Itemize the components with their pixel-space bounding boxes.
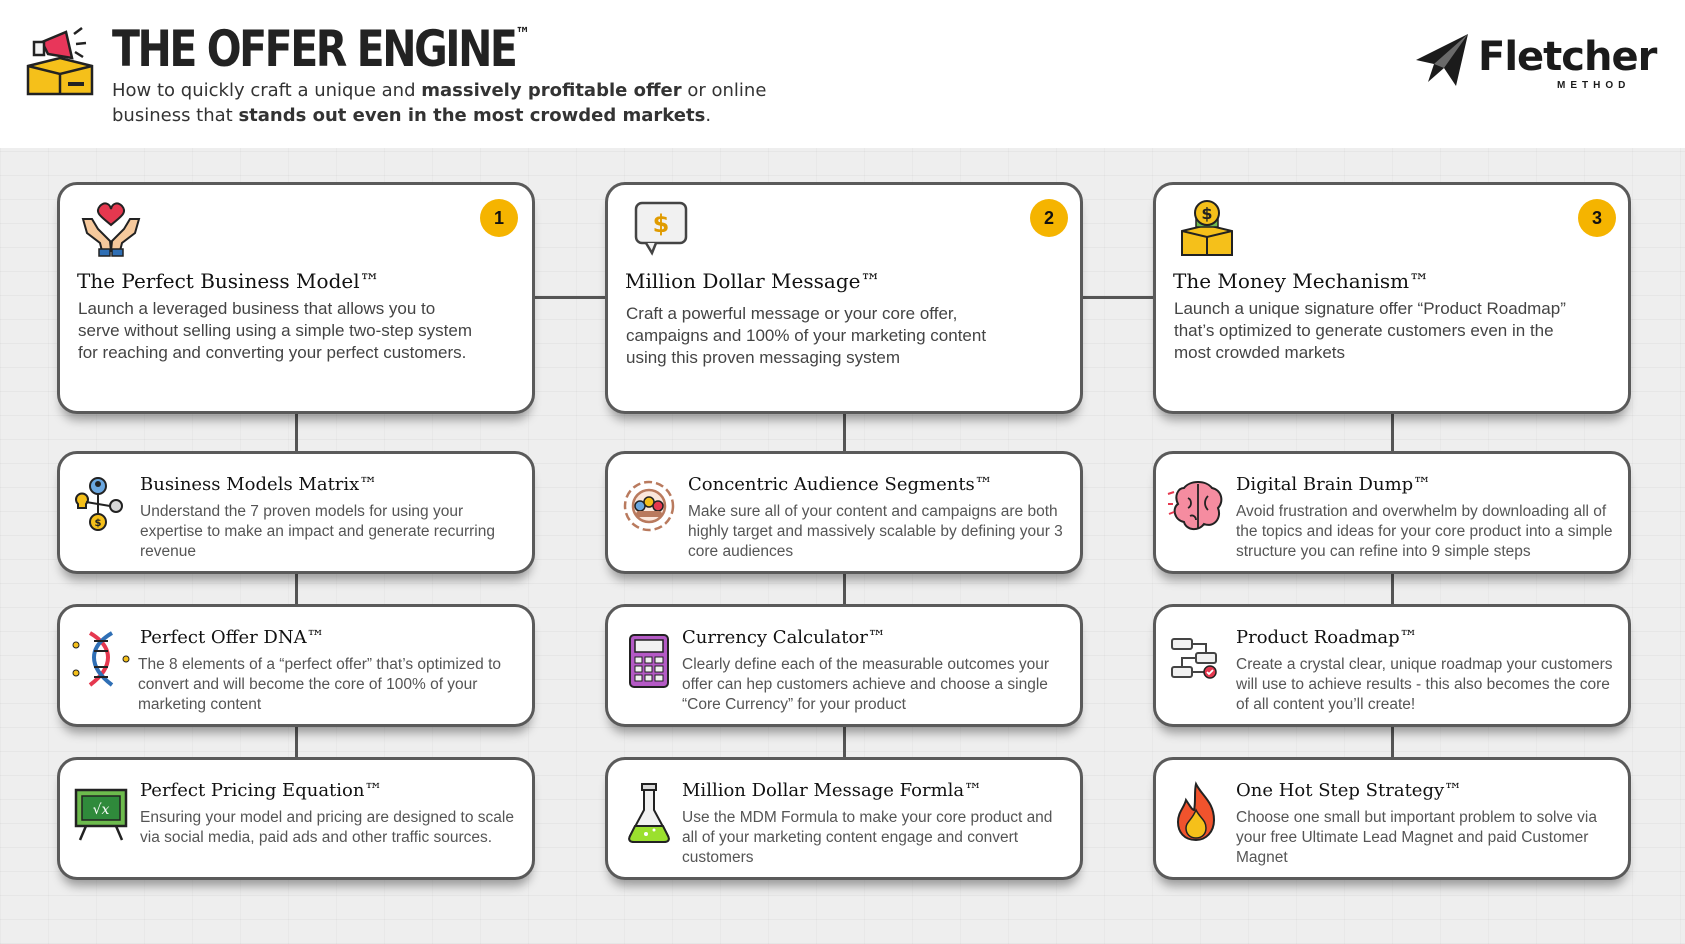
svg-text:$: $ (1201, 204, 1213, 223)
sub-card-title: Perfect Pricing Equation™ (140, 780, 383, 801)
main-card-2 (605, 182, 1083, 414)
sub-card-3-3 (1153, 757, 1631, 880)
main-card-description: Launch a leveraged business that allows you to serve without selling using a simple two-step system for reaching and converting your perfect customers. (78, 299, 472, 362)
money-box-icon (1176, 199, 1238, 257)
business-network-icon (70, 474, 132, 540)
svg-text:$: $ (94, 518, 102, 529)
sub-card-description: Use the MDM Formula to make your core product and all of your marketing content engage and convert customers (682, 809, 1053, 866)
sub-card-description: Create a crystal clear, unique roadmap your customers will use to achieve results - this also becomes the core of all content you’ll create! (1236, 656, 1613, 713)
page-title: THE OFFER ENGINE™ (112, 20, 531, 78)
sub-card-2-3 (605, 757, 1083, 880)
sub-card-title: One Hot Step Strategy™ (1236, 780, 1463, 801)
dollar-speech-bubble-icon (628, 199, 690, 257)
sub-card-title: Digital Brain Dump™ (1236, 474, 1432, 495)
dna-icon (70, 627, 132, 693)
sub-card-title: Million Dollar Message Formla™ (682, 780, 983, 801)
main-card-title: The Perfect Business Model™ (77, 269, 380, 293)
fire-icon (1166, 780, 1228, 846)
fletcher-logo: Fletcher METHOD (1412, 32, 1662, 92)
sub-card-description: Ensuring your model and pricing are designed to scale via social media, paid ads and other traffic sources. (140, 809, 514, 846)
sub-card-description: Make sure all of your content and campaigns are both highly target and massively scalable by defining your 3 core audiences (688, 503, 1063, 560)
sub-card-description: Avoid frustration and overwhelm by downloading all of the topics and ideas for your core product into a simple structure you can refine into 9 simple steps (1236, 503, 1613, 560)
main-card-description: Launch a unique signature offer “Product Roadmap” that’s optimized to generate customers even in the most crowded markets (1174, 299, 1566, 362)
sub-card-title: Currency Calculator™ (682, 627, 886, 648)
step-badge-1: 1 (480, 199, 518, 237)
svg-text:$: $ (652, 210, 670, 238)
sub-card-description: Clearly define each of the measurable outcomes your offer can hep customers achieve and choose a single “Core Currency” for your product (682, 656, 1050, 713)
sub-card-2-1 (605, 451, 1083, 574)
sub-card-title: Product Roadmap™ (1236, 627, 1418, 648)
megaphone-box-icon (22, 24, 98, 100)
sub-card-1-2 (57, 604, 535, 727)
main-card-title: The Money Mechanism™ (1173, 269, 1430, 293)
step-badge-2: 2 (1030, 199, 1068, 237)
sub-card-description: Choose one small but important problem to solve via your free Ultimate Lead Magnet and paid Customer Magnet (1236, 809, 1597, 866)
main-card-title: Million Dollar Message™ (625, 269, 881, 293)
main-card-1 (57, 182, 535, 414)
sub-card-title: Business Models Matrix™ (140, 474, 378, 495)
main-card-3 (1153, 182, 1631, 414)
sub-card-title: Perfect Offer DNA™ (140, 627, 325, 648)
page-subtitle: How to quickly craft a unique and massively profitable offer or online business that stands out even in the most crowded markets. (112, 80, 767, 126)
target-audience-icon (618, 474, 680, 540)
calculator-icon (618, 627, 680, 693)
sub-card-3-2 (1153, 604, 1631, 727)
sub-card-description: The 8 elements of a “perfect offer” that’s optimized to convert and will become the core of 100% of your marketing content (138, 656, 502, 713)
header (0, 0, 1685, 148)
fletcher-plane-icon (1412, 32, 1474, 88)
connector-1-2 (535, 296, 607, 299)
svg-text:√x: √x (92, 802, 110, 818)
roadmap-flow-icon (1166, 627, 1228, 693)
sub-card-3-1 (1153, 451, 1631, 574)
heart-hands-icon (80, 199, 142, 257)
sub-card-description: Understand the 7 proven models for using your expertise to make an impact and generate recurring revenue (140, 503, 495, 560)
sub-card-2-2 (605, 604, 1083, 727)
main-card-description: Craft a powerful message or your core offer, campaigns and 100% of your marketing content using this proven messaging system (626, 304, 987, 367)
step-badge-3: 3 (1578, 199, 1616, 237)
sub-card-1-3 (57, 757, 535, 880)
sub-card-title: Concentric Audience Segments™ (688, 474, 993, 495)
formula-board-icon (70, 780, 132, 846)
flask-icon (618, 780, 680, 846)
sub-card-1-1 (57, 451, 535, 574)
brain-icon (1166, 474, 1228, 540)
connector-2-3 (1083, 296, 1155, 299)
